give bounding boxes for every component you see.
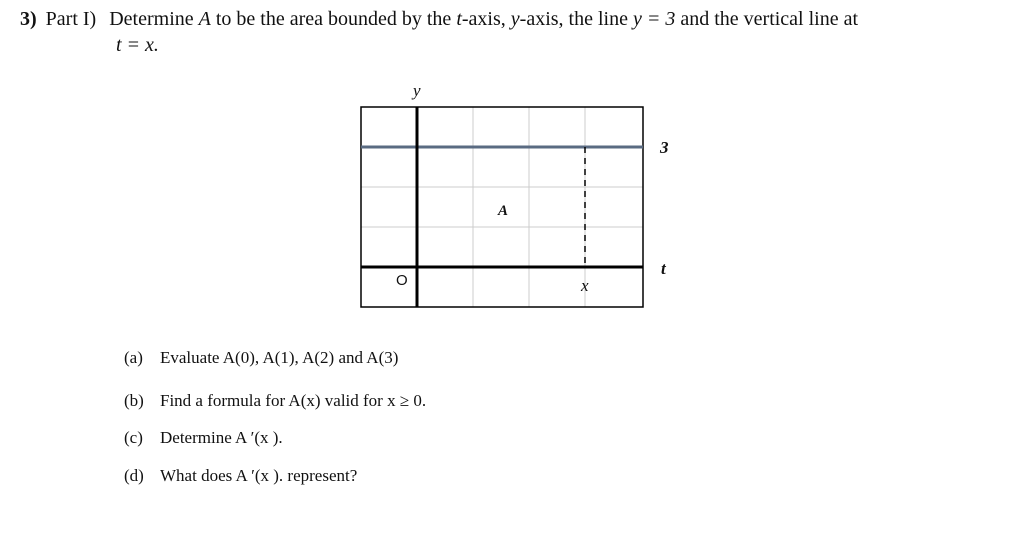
question-text: Find a formula for A(x) valid for x ≥ 0. [160, 391, 427, 410]
stem-var-a: A [198, 8, 211, 30]
problem-number: 3) [20, 8, 37, 30]
question-tag: (c) [124, 428, 143, 447]
stem-word: to be the area bounded by the [215, 8, 452, 30]
stem-word: -axis, [461, 8, 506, 30]
question-d [124, 466, 357, 486]
stem-word: and the vertical line at [680, 8, 859, 30]
stem-text [109, 8, 858, 30]
question-b [124, 391, 426, 411]
question-tag: (d) [124, 466, 144, 485]
stem-word: -axis, the line [519, 8, 628, 30]
area-label: A [498, 203, 509, 219]
stem-word: Determine [109, 8, 194, 30]
x-label: x [581, 276, 589, 295]
question-tag: (a) [124, 348, 143, 367]
stem-line2: t = x. [116, 34, 159, 56]
line-value-label: 3 [660, 138, 669, 157]
origin-label: O [396, 272, 408, 289]
question-c [124, 428, 283, 448]
problem-part: Part I) [45, 8, 97, 30]
figure-graph [340, 75, 700, 325]
area-figure [340, 75, 700, 325]
question-text: Determine A ′(x ). [160, 428, 283, 447]
stem-var-y: y [510, 8, 520, 30]
t-axis-label: t [661, 259, 666, 278]
y-axis-label: y [413, 81, 421, 100]
problem-statement [20, 6, 1030, 32]
stem-equation: y = 3 [632, 8, 676, 30]
question-text: What does A ′(x ). represent? [160, 466, 358, 485]
stem-var-t: t [456, 8, 462, 30]
question-a [124, 348, 398, 368]
question-text: Evaluate A(0), A(1), A(2) and A(3) [160, 348, 399, 367]
question-tag: (b) [124, 391, 144, 410]
